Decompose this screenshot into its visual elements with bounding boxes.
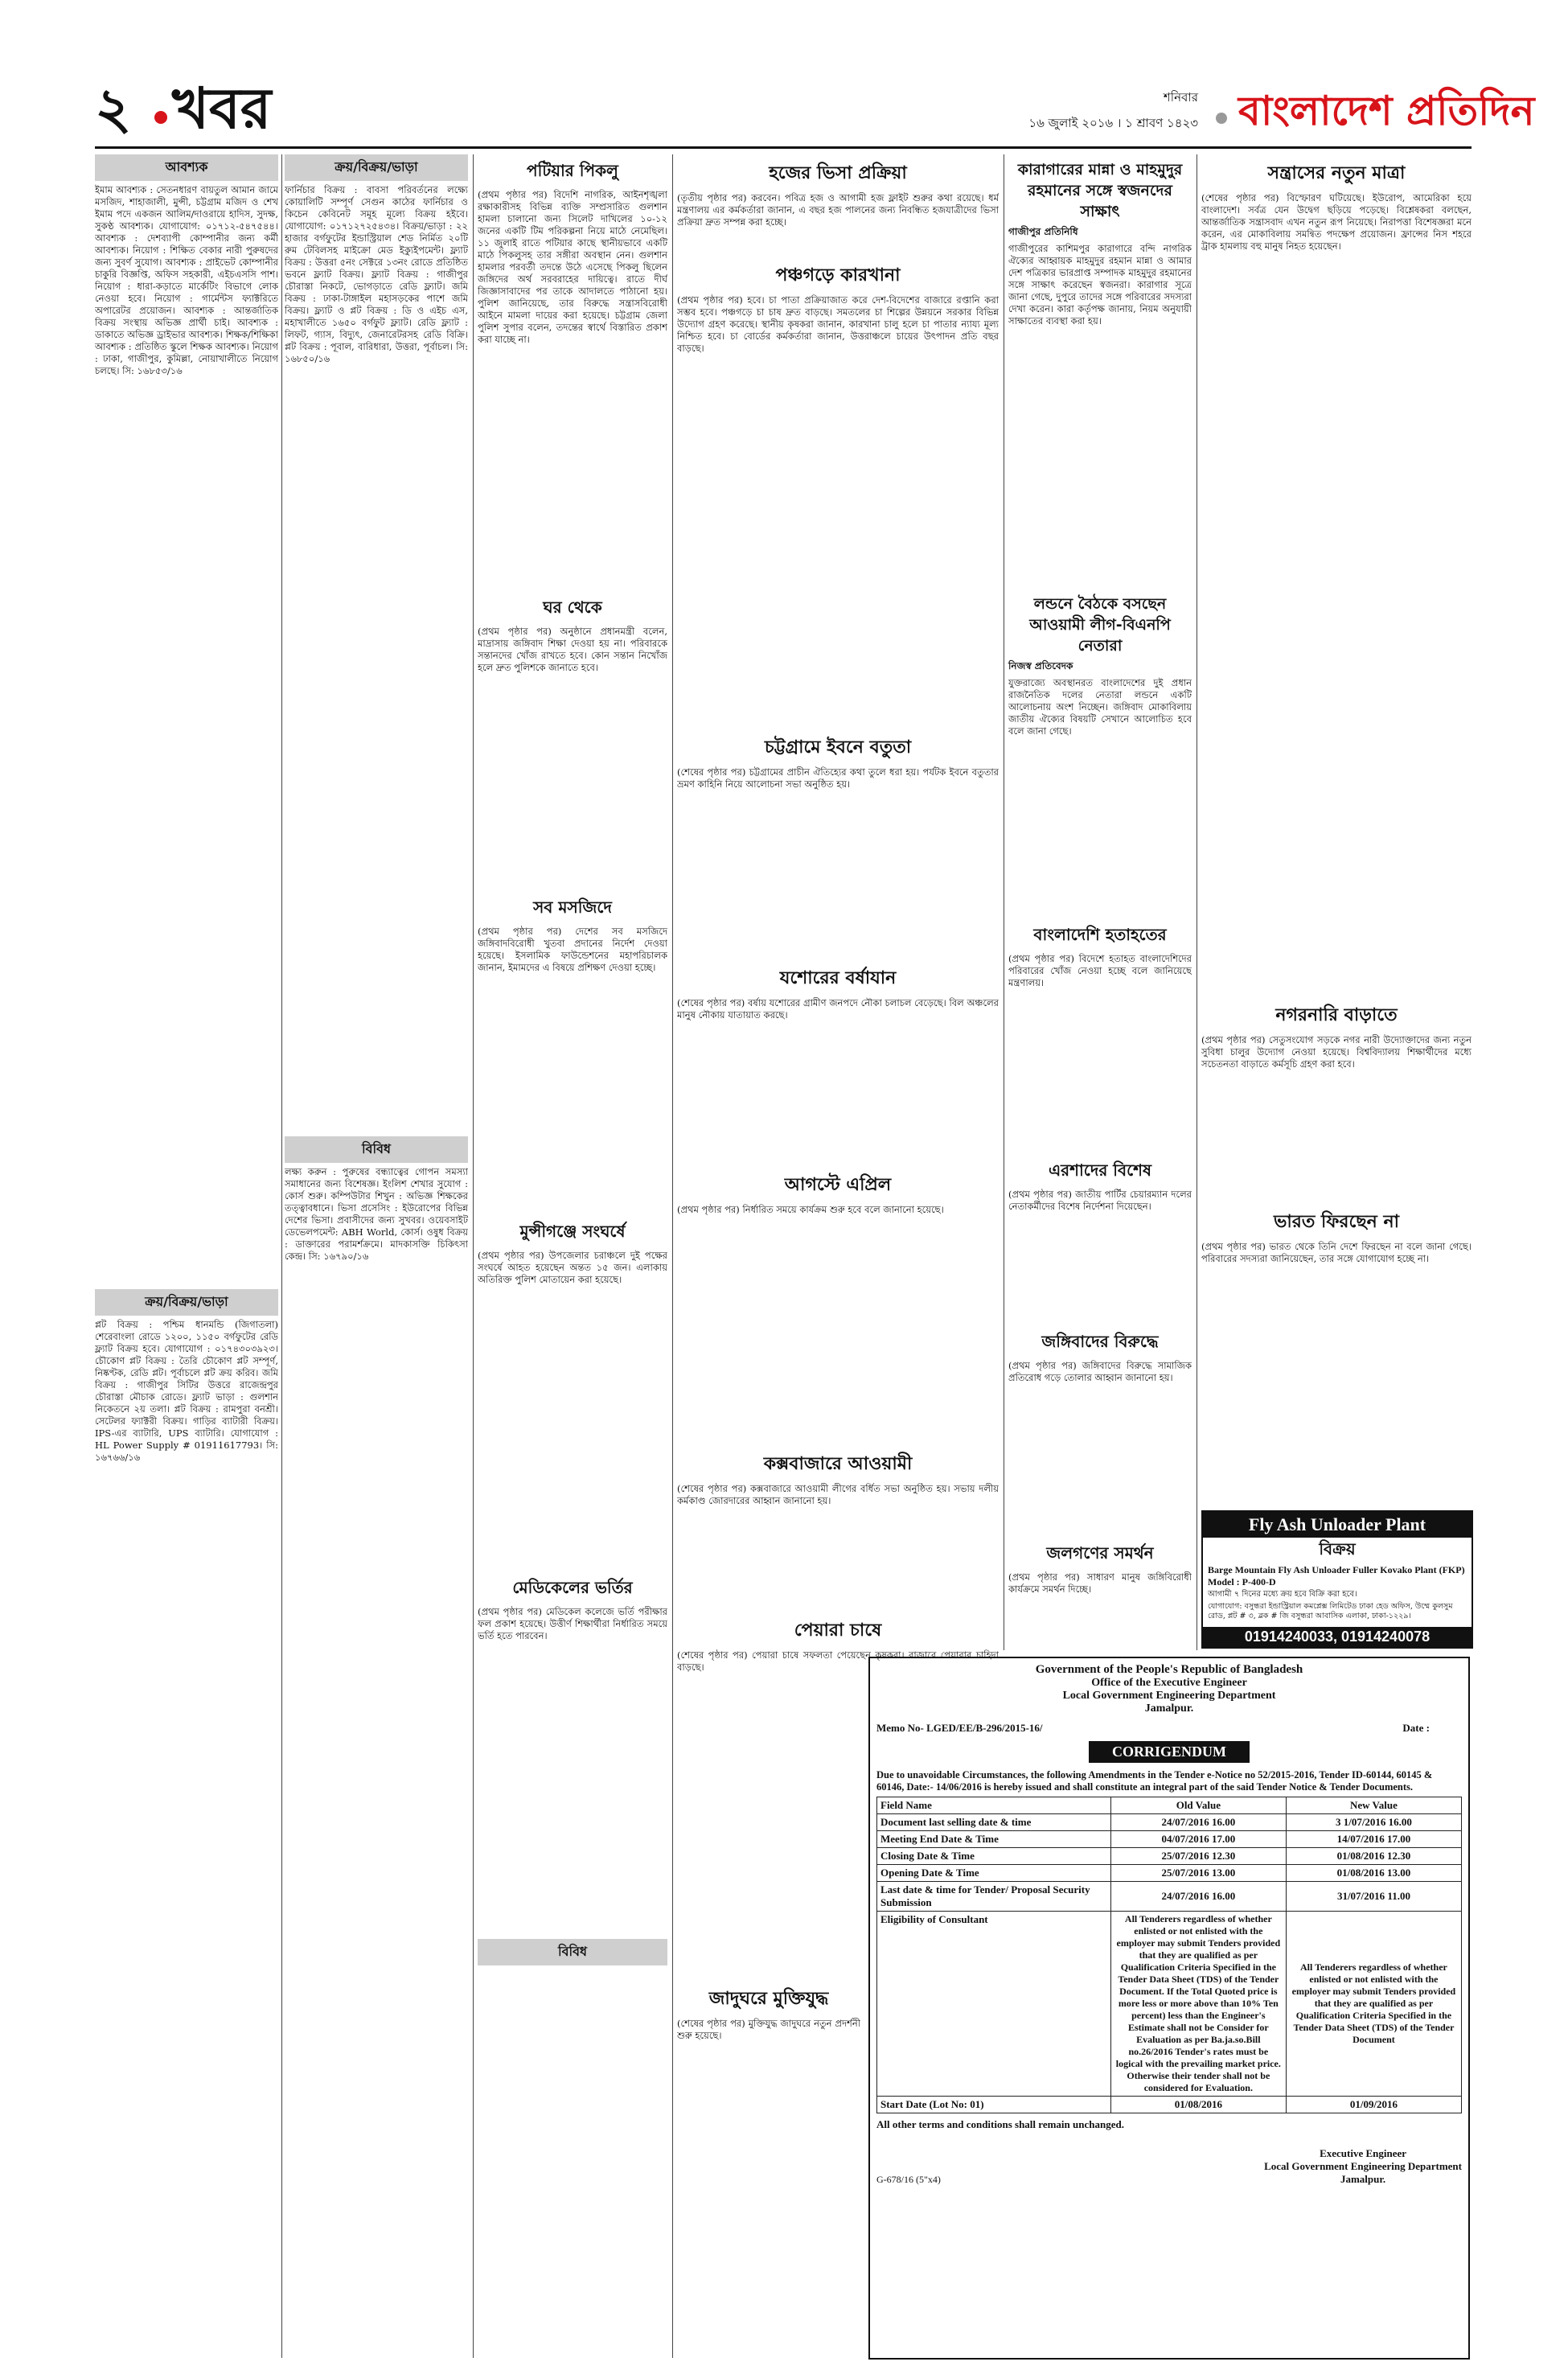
new-value: 01/08/2016 13.00: [1286, 1865, 1461, 1882]
article-text: (প্রথম পৃষ্ঠার পর) ভারত থেকে তিনি দেশে ফিরছেন না বলে জানা গেছে। পরিবারের সদস্যরা জানিয়েছেন, তার সঙ্গে যোগাযোগ হচ্ছে না।: [1201, 1241, 1472, 1264]
article-text: (প্রথম পৃষ্ঠার পর) দেশের সব মসজিদে জঙ্গিবাদবিরোধী খুতবা প্রদানের নির্দেশ দেওয়া হয়েছে। ইসলামিক ফাউন্ডেশনের মহাপরিচালক জানান, ইমামদের এ বিষয়ে প্রশিক্ষণ দেওয়া হচ্ছে।: [478, 926, 667, 973]
old-value: 25/07/2016 12.30: [1110, 1848, 1286, 1865]
paper-logo: বাংলাদেশ প্রতিদিন: [1238, 88, 1535, 134]
column-divider: [473, 154, 474, 2358]
headline: নগরনারি বাড়াতে: [1275, 1005, 1398, 1025]
article-text: (প্রথম পৃষ্ঠার পর) সেতুসংযোগ সড়কে নগর নারী উদ্যোক্তাদের জন্য নতুন সুবিধা চালুর উদ্যোগ নেওয়া হয়েছে। বিশ্ববিদ্যালয় শিক্ষার্থীদের মধ্যে সচেতনতা বাড়াতে কর্মসূচি গ্রহণ করা হবে।: [1201, 1034, 1472, 1070]
table-row: [877, 1848, 1462, 1865]
signatory-dept: Local Government Engineering Department: [1264, 2160, 1462, 2172]
memo-no: Memo No- LGED/EE/B-296/2015-16/: [876, 1722, 1043, 1734]
byline: গাজীপুর প্রতিনিধি: [1008, 226, 1078, 237]
old-value: All Tenderers regardless of whether enlisted or not enlisted with the employer may submit Tenders provided that they are qualified as per Qualification Criteria Specified in the Tender Data Sheet (TDS) of the Tender Document. If the Total Quoted price is more less or more above than 10% Ten percent) less than the Engineer's Estimate shall not be Consider for Evaluation as per Ba.ja.so.Bill no.26/2016 Tender's rates must be logical with the prevailing market price. Otherwise their tender shall not be considered for Evaluation.: [1110, 1912, 1286, 2097]
section-header: ক্রয়/বিক্রয়/ভাড়া: [285, 154, 468, 181]
article-text: (শেষের পৃষ্ঠার পর) পেয়ারা চাষে সফলতা পেয়েছেন কৃষকরা। বাজারে পেয়ারার চাহিদা বাড়ছে।: [677, 1649, 999, 1673]
table-row: [877, 1831, 1462, 1848]
headline: জাদুঘরে মুক্তিযুদ্ধ: [708, 1989, 829, 2009]
signatory: Executive Engineer: [1320, 2147, 1407, 2159]
section-header: ক্রয়/বিক্রয়/ভাড়া: [95, 1289, 278, 1316]
article-text: গাজীপুরের কাশিমপুর কারাগারে বন্দি নাগরিক ঐক্যের আহ্বায়ক মাহমুদুর রহমান মান্না ও আমার দেশ পত্রিকার ভারপ্রাপ্ত সম্পাদক মাহমুদুর রহমানের সঙ্গে সাক্ষাৎ করেছেন স্বজনরা। কারাগার সূত্রে জানা গেছে, দুপুরে তাদের সঙ্গে পরিবারের সদস্যরা দেখা করেন। কারা কর্তৃপক্ষ জানায়, নিয়ম অনুযায়ী সাক্ষাতের ব্যবস্থা করা হয়।: [1008, 243, 1192, 327]
classified-text: ইমাম আবশ্যক : সেতনধারণ বায়তুল আমান জামে মসজিদ, শাহাজালী, মুন্সী, চট্টগ্রাম মজিদ ও শেখ ইমাম পদে একজন আলিম/দাওরায়ে হাদিস, সুদক্ষ, সুকণ্ঠ আবশ্যক। যোগাযোগ: ০১৭১২-৫৪৭৫৪৪। আবশ্যক : দেশব্যাপী কোম্পানীর জন্য কর্মী আবশ্যক। নিয়োগ : শিক্ষিত বেকার নারী পুরুষদের জন্য সুবর্ণ সুযোগ। আবশ্যক : প্রাইভেট কোম্পানীর চাকুরি বিজ্ঞপ্তি, অফিস সহকারী, এইচএসসি পাশ। নিয়োগ : ধারা-কড়াতে মার্কেটিং বিভাগে লোক নেওয়া হবে। নিয়োগ : গার্মেন্টস ফ্যাক্টরিতে অপারেটর প্রয়োজন। আবশ্যক : আন্তর্জাতিক বিক্রয় সংস্থায় অভিজ্ঞ প্রার্থী চাই। আবশ্যক : ডাকাতে অভিজ্ঞ ড্রাইভার আবশ্যক। শিক্ষক/শিক্ষিকা আবশ্যক : প্রতিষ্ঠিত স্কুলে শিক্ষক আবশ্যক। নিয়োগ : ঢাকা, গাজীপুর, কুমিল্লা, নোয়াখালীতে নিয়োগ চলছে। সি: ১৬৮৫৩/১৬: [95, 184, 278, 376]
article-text: (প্রথম পৃষ্ঠার পর) বিদেশে হতাহত বাংলাদেশিদের পরিবারের খোঁজ নেওয়া হচ্ছে বলে জানিয়েছে মন্ত্রণালয়।: [1008, 953, 1192, 988]
classified-text: ফার্নিচার বিক্রয় : বাবসা পরিবর্তনের লক্ষ্যে কোয়ালিটি সম্পূর্ণ সেগুন কাঠের ফার্নিচার ও কিচেন কেবিনেট সমূহ মূল্যে বিক্রয় হইবে। যোগাযোগ: ০১৭১২৭২৫৪৩৪। বিক্রয়/ভাড়া : ২২ হাজার বর্গফুটের ইন্ডাস্ট্রিয়াল শেড নির্মিত ২০টি রুম টেবিলসহ মাইক্রো মেড ইক্যুইপমেন্ট। ফ্ল্যাট বিক্রয় : উত্তরা ৫নং সেক্টরে ১৩নং রোডে প্রতিষ্ঠিত ভবনে ফ্ল্যাট বিক্রয়। ফ্ল্যাট বিক্রয় : গাজীপুর চৌরাস্তা নিকটে, ভোগড়াতে রেডি ফ্ল্যাট। জমি বিক্রয় : ঢাকা-টাঙ্গাইল মহাসড়কের পাশে জমি বিক্রয়। ফ্ল্যাট ও প্লট বিক্রয় : ডি ও এইচ এস, মহাখালীতে ১৬৫০ বর্গফুট ফ্ল্যাট। রেডি ফ্ল্যাট : লিফট, গ্যাস, বিদ্যুৎ, জেনারেটরসহ রেডি বিক্রি। প্লট বিক্রয় : পূবাল, বারিধারা, উত্তরা, পূর্বাচল। সি: ১৬৮৫০/১৬: [285, 184, 468, 364]
signature-row: [876, 2147, 1462, 2186]
column-header: Field Name: [877, 1797, 1111, 1814]
tender-table: [876, 1797, 1462, 2113]
field-name: Document last selling date & time: [877, 1814, 1111, 1831]
table-row: [877, 1865, 1462, 1882]
headline: জলগণের সমর্থন: [1046, 1543, 1154, 1563]
old-value: 25/07/2016 13.00: [1110, 1865, 1286, 1882]
table-row: [877, 1814, 1462, 1831]
headline: চট্টগ্রামে ইবনে বতুতা: [764, 737, 912, 758]
headline: ভারত ফিরছেন না: [1274, 1212, 1399, 1232]
column-header: Old Value: [1110, 1797, 1286, 1814]
table-row: [877, 2097, 1462, 2113]
headline: সব মসজিদে: [533, 897, 612, 917]
signature-block: [1264, 2147, 1462, 2186]
classified-text: প্লট বিক্রয় : পশ্চিম ধানমন্ডি (জিগাতলা) শেরেবাংলা রোডে ১২০০, ১১৫০ বর্গফুটের রেডি ফ্ল্যাট বিক্রয় হবে। যোগাযোগ : ০১৭৪৩০৩৯২৩। চৌকোণ প্লট বিক্রয় : তৈরি চৌকোণ প্লট সম্পূর্ণ, নিষ্কণ্টক, রেডি প্লট। পূর্বাচলে প্লট ক্রয় করিব। জমি বিক্রয় : গাজীপুর সিটির উত্তরে রাজেন্দ্রপুর চৌরাস্তা মৌচাক রোডে। ফ্ল্যাট ভাড়া : গুলশান নিকেতনে ২য় তলা। প্লট বিক্রয় : রামপুরা বনশ্রী। সেটেলর ফ্যাক্টরী বিক্রয়। গাড়ির ব্যাটারী বিক্রয়। IPS-এর ব্যাটারি, UPS ব্যাটারি। যোগাযোগ : HL Power Supply # 01911617793। সি: ১৬৭৬৬/১৬: [95, 1319, 278, 1463]
ad-title: Fly Ash Unloader Plant: [1203, 1512, 1472, 1538]
new-value: 14/07/2016 17.00: [1286, 1831, 1461, 1848]
red-dot-icon: [154, 111, 167, 124]
new-value: 01/08/2016 12.30: [1286, 1848, 1461, 1865]
news-col-6: [1201, 154, 1472, 1461]
byline: নিজস্ব প্রতিবেদক: [1008, 660, 1073, 672]
headline: পঞ্চগড়ে কারখানা: [775, 265, 901, 285]
classifieds-col-2: [285, 154, 468, 2335]
field-name: Opening Date & Time: [877, 1865, 1111, 1882]
ad-line: যোগাযোগ: বসুন্ধরা ইন্ডাস্ট্রিয়াল কমপ্লেক্স লিমিটেড ঢাকা হেড অফিস, উম্মে কুলসুম রোড, প্লট # ৩, ব্লক # জি বসুন্ধরা আবাসিক এলাকা, ঢাকা-১২২৯।: [1208, 1602, 1453, 1620]
signatory-place: Jamalpur.: [1340, 2173, 1386, 2185]
headline: কক্সবাজারে আওয়ামী: [763, 1454, 913, 1474]
classifieds-col-1: [95, 154, 278, 2343]
memo-row: [876, 1722, 1462, 1735]
headline: পটিয়ার পিকলু: [527, 161, 618, 180]
tender-dept: Local Government Engineering Department: [1062, 1690, 1276, 1702]
article-text: (তৃতীয় পৃষ্ঠার পর) করবেন। পবিত্র হজ ও আগামী হজ ফ্লাইট শুরুর কথা রয়েছে। ধর্ম মন্ত্রণালয় এর কর্মকর্তারা জানান, এ বছর হজ পালনের জন্য নিবন্ধিত হজযাত্রীদের ভিসা প্রক্রিয়া দ্রুত সম্পন্ন করা হচ্ছে।: [677, 192, 999, 228]
news-col-3: [478, 154, 667, 1965]
tender-gov: Government of the People's Republic of Bangladesh: [1035, 1663, 1303, 1676]
headline: হজের ভিসা প্রক্রিয়া: [769, 163, 907, 183]
old-value: 04/07/2016 17.00: [1110, 1831, 1286, 1848]
article-text: (প্রথম পৃষ্ঠার পর) সাধারণ মানুষ জঙ্গিবিরোধী কার্যক্রমে সমর্থন দিচ্ছে।: [1008, 1571, 1192, 1595]
old-value: 01/08/2016: [1110, 2097, 1286, 2113]
old-value: 24/07/2016 16.00: [1110, 1814, 1286, 1831]
article-text: (প্রথম পৃষ্ঠার পর) বিদেশি নাগরিক, আইনশৃঙ্খলা রক্ষাকারীসহ বিভিন্ন ব্যক্তি সম্প্রসারিত গুলশান হামলা চালানো জন্য সিলেট দাখিলের ১০-১২ জনের একটি টিম পরিকল্পনা নিয়ে মাঠে নেমেছিল। ১১ জুলাই রাতে পটিয়ার কাছে স্থানীয়ভাবে একটি মাঠে পিকলুসহ তার সঙ্গীরা অবস্থান নেন। গুলশান হামলার পরবর্তী তদন্তে উঠে এসেছে পিকলু ছিলেন জঙ্গিদের অর্থ সরবরাহের দায়িত্বে। রাতে দীর্ঘ জিজ্ঞাসাবাদের পর তাকে আদালতে পাঠানো হয়। পুলিশ জানিয়েছে, তার বিরুদ্ধে সন্ত্রাসবিরোধী আইনে মামলা দায়ের করা হয়েছে। চট্টগ্রাম জেলা পুলিশ সুপার বলেন, তদন্তের স্বার্থে বিস্তারিত প্রকাশ করা যাচ্ছে না।: [478, 189, 667, 345]
article-text: (শেষের পৃষ্ঠার পর) কক্সবাজারে আওয়ামী লীগের বর্ধিত সভা অনুষ্ঠিত হয়। সভায় দলীয় কর্মকাণ্ড জোরদারের আহ্বান জানানো হয়।: [677, 1483, 999, 1506]
table-row: [877, 1882, 1462, 1912]
tender-office: Office of the Executive Engineer: [1091, 1677, 1247, 1689]
new-value: All Tenderers regardless of whether enlisted or not enlisted with the employer may submit Tenders provided that they are qualified as per Qualification Criteria Specified in the Tender Data Sheet (TDS) of the Tender Document: [1286, 1912, 1461, 2097]
article-text: (প্রথম পৃষ্ঠার পর) অনুষ্ঠানে প্রধানমন্ত্রী বলেন, মাদ্রাসায় জঙ্গিবাদ শিক্ষা দেওয়া হয় না। পরিবারকে সন্তানদের খোঁজ রাখতে হবে। কোন সন্তান নিখোঁজ হলে দ্রুত পুলিশকে জানাতে হবে।: [478, 626, 667, 673]
section-title: খবর: [172, 76, 272, 142]
tender-place: Jamalpur.: [1144, 1702, 1194, 1715]
headline: এরশাদের বিশেষ: [1048, 1160, 1152, 1180]
table-row: [877, 1912, 1462, 2097]
headline: আগস্টে এপ্রিল: [784, 1175, 892, 1195]
column-divider: [672, 154, 673, 2358]
date-label: Date :: [1402, 1722, 1430, 1734]
article-text: (শেষের পৃষ্ঠার পর) বর্ষায় যশোরের গ্রামীণ জনপদে নৌকা চলাচল বেড়েছে। বিল অঞ্চলের মানুষ নৌকায় যাতায়াত করছে।: [677, 997, 999, 1021]
field-name: Eligibility of Consultant: [877, 1912, 1111, 2097]
article-text: (প্রথম পৃষ্ঠার পর) জঙ্গিবাদের বিরুদ্ধে সামাজিক প্রতিরোধ গড়ে তোলার আহ্বান জানানো হয়।: [1008, 1360, 1192, 1383]
date-label: ১৬ জুলাই ২০১৬ । ১ শ্রাবণ ১৪২৩: [1028, 116, 1198, 130]
headline: বাংলাদেশি হতাহতের: [1033, 925, 1167, 944]
headline: জঙ্গিবাদের বিরুদ্ধে: [1041, 1332, 1159, 1351]
section-header: বিবিধ: [285, 1136, 468, 1163]
field-name: Closing Date & Time: [877, 1848, 1111, 1865]
new-value: 31/07/2016 11.00: [1286, 1882, 1461, 1912]
headline: কারাগারের মান্না ও মাহমুদুর রহমানের সঙ্গে স্বজনদের সাক্ষাৎ: [1017, 161, 1183, 220]
tender-ref: G-678/16 (5"x4): [876, 2174, 941, 2185]
tender-notice: [868, 1657, 1470, 2360]
ad-line: Barge Mountain Fly Ash Unloader Fuller Kovako Plant (FKP) Model : P-400-D: [1208, 1564, 1465, 1587]
headline: যশোরের বর্ষাযান: [779, 968, 897, 988]
column-divider: [281, 154, 282, 2358]
ad-phone: 01914240033, 01914240078: [1203, 1627, 1472, 1647]
news-col-4: [677, 154, 999, 1685]
headline: সন্ত্রাসের নতুন মাত্রা: [1267, 163, 1406, 183]
article-text: (প্রথম পৃষ্ঠার পর) নির্ধারিত সময়ে কার্যক্রম শুরু হবে বলে জানানো হয়েছে।: [677, 1204, 944, 1215]
ad-line: আগামী ৭ দিনের মধ্যে ক্রয় হবে বিক্রি করা হবে।: [1208, 1590, 1357, 1599]
headline: ঘর থেকে: [543, 598, 602, 617]
column-header: New Value: [1286, 1797, 1461, 1814]
news-col-4-lower: [677, 1980, 860, 2327]
page-number: ২: [95, 76, 132, 142]
corrigendum-title: CORRIGENDUM: [1089, 1741, 1250, 1763]
new-value: 3 1/07/2016 16.00: [1286, 1814, 1461, 1831]
news-col-5: [1008, 154, 1192, 1671]
headline: মুন্সীগঞ্জে সংঘর্ষে: [519, 1222, 626, 1241]
headline: লন্ডনে বৈঠকে বসছেন আওয়ামী লীগ-বিএনপি নেতারা: [1029, 595, 1171, 655]
article-text: (প্রথম পৃষ্ঠার পর) উপজেলার চরাঞ্চলে দুই পক্ষের সংঘর্ষে আহত হয়েছেন অন্তত ১৫ জন। এলাকায় অতিরিক্ত পুলিশ মোতায়েন করা হয়েছে।: [478, 1250, 667, 1285]
tender-footer-note: All other terms and conditions shall remain unchanged.: [876, 2118, 1124, 2130]
day-label: শনিবার: [1163, 90, 1198, 105]
section-header: বিবিধ: [478, 1939, 667, 1965]
article-text: (প্রথম পৃষ্ঠার পর) হবে। চা পাতা প্রক্রিয়াজাত করে দেশ-বিদেশের বাজারে রপ্তানি করা সম্ভব হবে। পঞ্চগড়ে চা চাষ দ্রুত বাড়ছে। সমতলের চা শিল্পের উন্নয়নে সরকার বিভিন্ন উদ্যোগ গ্রহণ করেছে। স্থানীয় কৃষকরা জানান, কারখানা চালু হলে চা পাতার ন্যায্য মূল্য নিশ্চিত হবে। চা বোর্ডের কর্মকর্তারা জানান, উত্তরাঞ্চলে চায়ের উৎপাদন প্রতি বছর বাড়ছে।: [677, 294, 999, 354]
article-text: (প্রথম পৃষ্ঠার পর) জাতীয় পার্টির চেয়ারম্যান দলের নেতাকর্মীদের বিশেষ নির্দেশনা দিয়েছেন।: [1008, 1189, 1192, 1212]
field-name: Last date & time for Tender/ Proposal Security Submission: [877, 1882, 1111, 1912]
old-value: 24/07/2016 16.00: [1110, 1882, 1286, 1912]
classified-text: লক্ষ্য করুন : পুরুষের বন্ধ্যাত্বের গোপন সমস্যা সমাধানের জন্য বিশেষজ্ঞ। ইংলিশ শেখার সুযোগ : কোর্স শুরু। কম্পিউটার শিখুন : অভিজ্ঞ শিক্ষকের তত্ত্বাবধানে। ভিসা প্রসেসিং : ইউরোপের বিভিন্ন দেশের ভিসা। প্রবাসীদের জন্য সুখবর। ওয়েবসাইট ডেভেলপমেন্ট: ABH World, কোর্স। ওষুধ বিক্রয় : ডাক্তারের পরামর্শক্রমে। মাদকাসক্তি চিকিৎসা কেন্দ্র। সি: ১৬৭৯০/১৬: [285, 1166, 468, 1262]
new-value: 01/09/2016: [1286, 2097, 1461, 2113]
field-name: Start Date (Lot No: 01): [877, 2097, 1111, 2113]
article-text: (শেষের পৃষ্ঠার পর) বিস্ফোরণ ঘটিয়েছে। ইউরোপ, আমেরিকা হয়ে বাংলাদেশ। সর্বত্র যেন উদ্বেগ ছড়িয়ে পড়েছে। বিশ্লেষকরা বলছেন, আন্তর্জাতিক সন্ত্রাসবাদ এখন নতুন রূপ নিয়েছে। নিরাপত্তা বিশেষজ্ঞরা মনে করেন, এর মোকাবিলায় সমন্বিত পদক্ষেপ প্রয়োজন। ফ্রান্সের নিস শহরে ট্রাক হামলায় বহু মানুষ নিহত হয়েছেন।: [1201, 192, 1472, 252]
flyash-ad: [1201, 1510, 1473, 1649]
section-header: আবশ্যক: [95, 154, 278, 181]
grey-dot-icon: [1216, 113, 1227, 124]
article-text: (শেষের পৃষ্ঠার পর) চট্টগ্রামের প্রাচীন ঐতিহ্যের কথা তুলে ধরা হয়। পর্যটক ইবনে বতুতার ভ্রমণ কাহিনি নিয়ে আলোচনা সভা অনুষ্ঠিত হয়।: [677, 766, 999, 790]
ad-subtitle: বিক্রয়: [1319, 1539, 1356, 1559]
field-name: Meeting End Date & Time: [877, 1831, 1111, 1848]
masthead: [0, 0, 1568, 153]
article-text: (প্রথম পৃষ্ঠার পর) মেডিকেল কলেজে ভর্তি পরীক্ষার ফল প্রকাশ হয়েছে। উত্তীর্ণ শিক্ষার্থীরা নির্ধারিত সময়ে ভর্তি হতে পারবেন।: [478, 1606, 667, 1641]
table-header-row: [877, 1797, 1462, 1814]
masthead-rule: [95, 146, 1472, 149]
article-text: যুক্তরাজ্যে অবস্থানরত বাংলাদেশের দুই প্রধান রাজনৈতিক দলের নেতারা লন্ডনে একটি আলোচনায় অংশ নিচ্ছেন। জঙ্গিবাদ মোকাবিলায় জাতীয় ঐক্যের বিষয়টি সেখানে আলোচিত হবে বলে জানা গেছে।: [1008, 677, 1192, 737]
headline: মেডিকেলের ভর্তির: [512, 1578, 633, 1597]
article-text: (শেষের পৃষ্ঠার পর) মুক্তিযুদ্ধ জাদুঘরে নতুন প্রদর্শনী শুরু হয়েছে।: [677, 2018, 860, 2041]
tender-intro: Due to unavoidable Circumstances, the following Amendments in the Tender e-Notice no 52/2015-2016, Tender ID-60144, 60145 & 60146, Date:- 14/06/2016 is hereby issued and shall constitute an integral part of the said Tender Notice & Tender Documents.: [876, 1769, 1433, 1793]
headline: পেয়ারা চাষে: [794, 1620, 882, 1641]
